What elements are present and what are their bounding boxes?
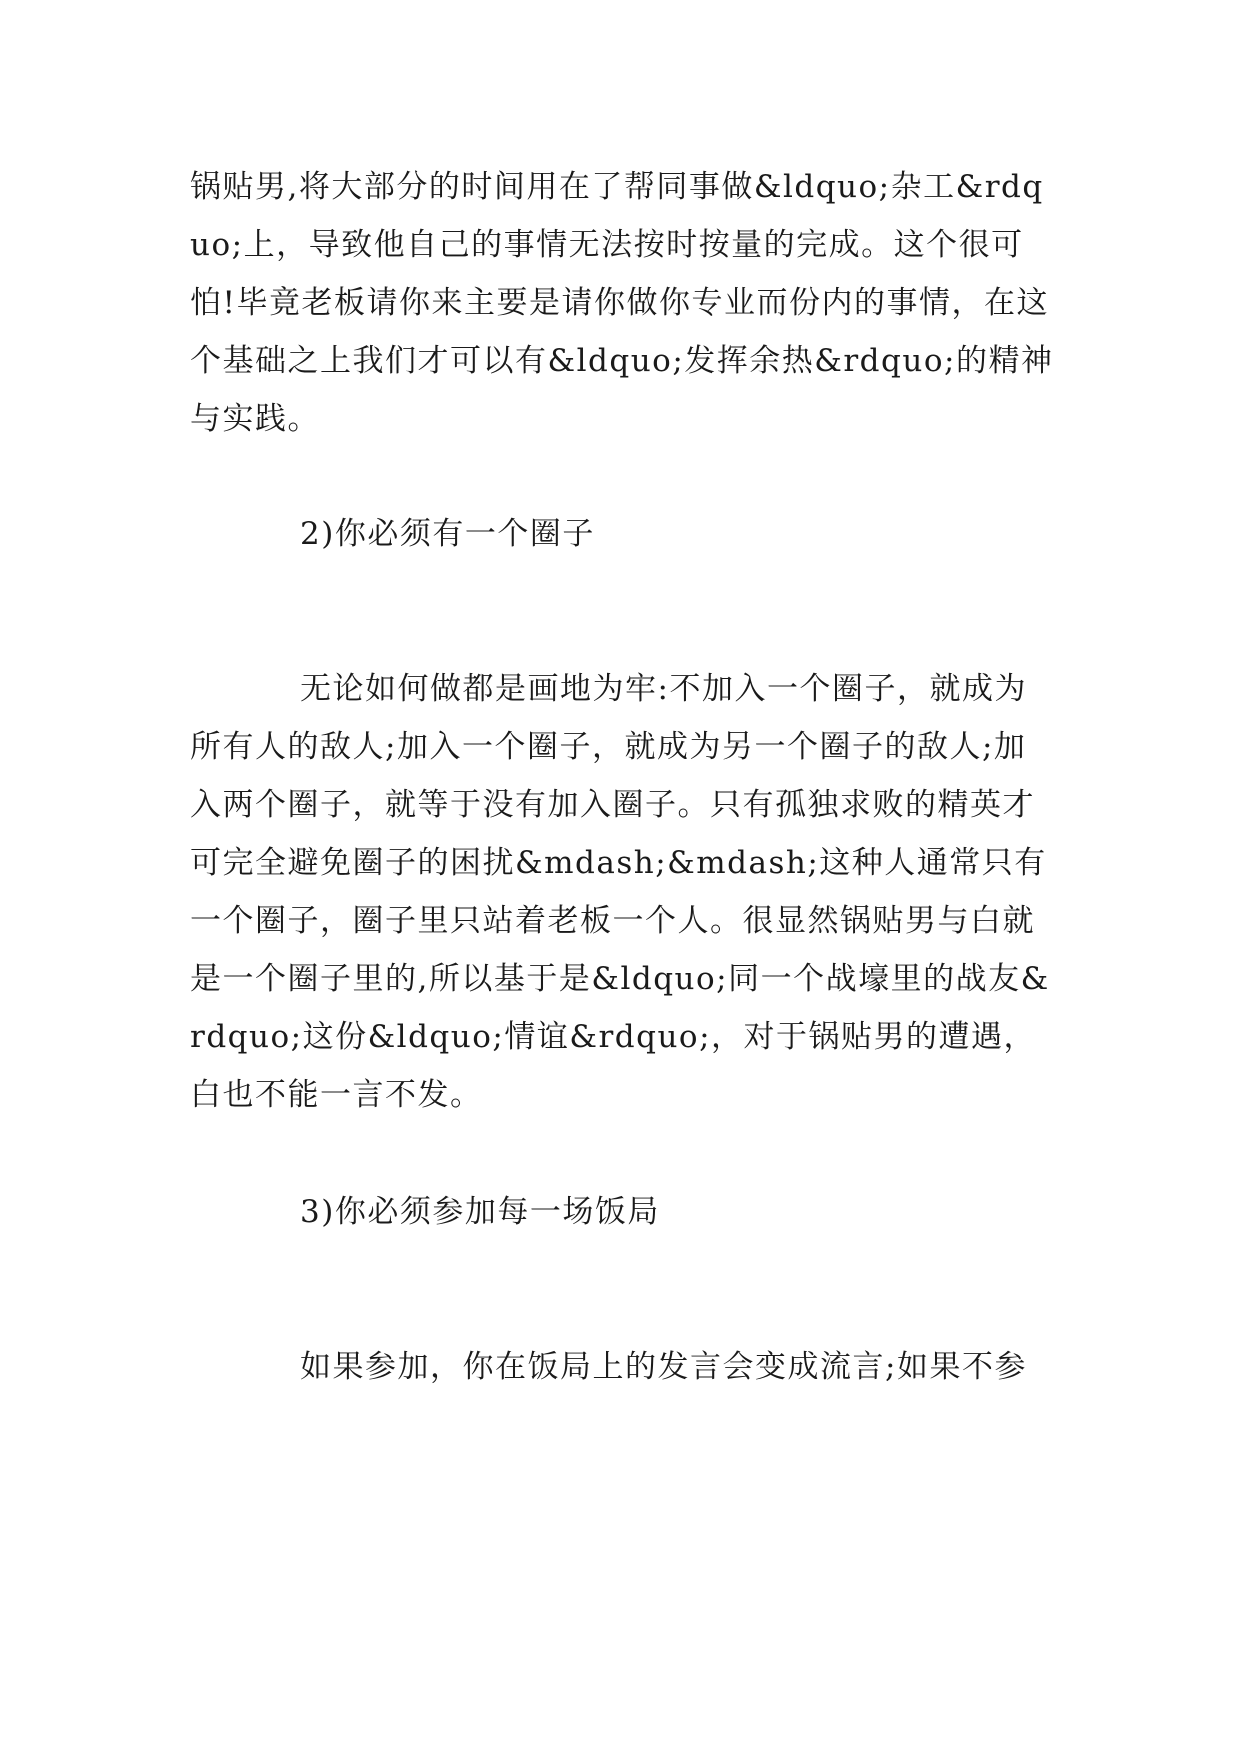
body-paragraph-3: 如果参加，你在饭局上的发言会变成流言;如果不参 [300,1349,1027,1385]
section-heading-3: 3)你必须参加每一场饭局 [300,1194,660,1230]
body-paragraph-2: 无论如何做都是画地为牢:不加入一个圈子，就成为所有人的敌人;加入一个圈子，就成为另一个圈子的敌人;加入两个圈子，就等于没有加入圈子。只有孤独求败的精英才可完全避免圈子的困扰&mdash;&mdash;这种人通常只有一个圈子，圈子里只站着老板一个人。很显然锅贴男与白就是一个圈子里的,所以基于是&ldquo;同一个战壕里的战友&rdquo;这份&ldquo;情谊&rdquo;，对于锅贴男的遭遇，白也不能一言不发。 [190,671,1050,1113]
body-paragraph-1: 锅贴男,将大部分的时间用在了帮同事做&ldquo;杂工&rdquo;上，导致他自己的事情无法按时按量的完成。这个很可怕!毕竟老板请你来主要是请你做你专业而份内的事情，在这个基础之上我们才可以有&ldquo;发挥余热&rdquo;的精神与实践。 [190,169,1054,437]
section-heading-2: 2)你必须有一个圈子 [300,516,595,552]
